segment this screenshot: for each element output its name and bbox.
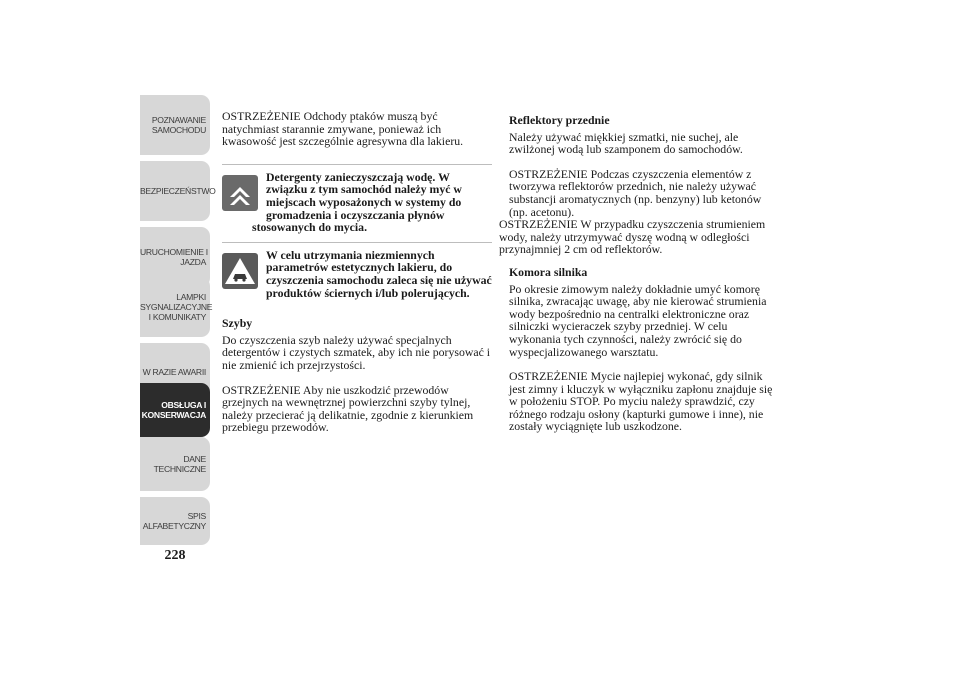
- recycle-chevron-icon: [222, 175, 258, 211]
- tab-label: TECHNICZNE: [153, 464, 206, 474]
- tab-label: KONSERWACJA: [141, 410, 206, 420]
- paint-care-note-text: W celu utrzymania niezmiennych parametrów estetycznych lakieru, do czyszczenia samochodu zaleca się nie używać produktów ściernych i/lub polerujących.: [266, 247, 492, 300]
- tab-obsluga[interactable]: [140, 383, 210, 437]
- water-jet-warning: OSTRZEŻENIE W przypadku czyszczenia strumieniem wody, należy utrzymywać dyszę wodną w odległości przynajmniej 2 cm od reflektorów.: [499, 217, 766, 257]
- tab-label: SAMOCHODU: [151, 125, 206, 135]
- page-number: 228: [164, 548, 186, 563]
- car-care-triangle-icon: [222, 253, 258, 289]
- tab-label: JAZDA: [180, 257, 206, 267]
- headlights-text: Należy używać miękkiej szmatki, nie suchej, ale zwilżonej wodą lub szamponem do samochodów.: [509, 129, 743, 157]
- divider: [222, 164, 492, 165]
- tab-lampki[interactable]: [140, 277, 213, 337]
- rear-window-warning: OSTRZEŻENIE Aby nie uszkodzić przewodów grzejnych na wewnętrznej powierzchni szyby tylnej, należy przecierać ją delikatnie, zgodnie z kierunkiem przebiegu przewodów.: [222, 382, 474, 435]
- tab-label: SPIS: [187, 511, 206, 521]
- engine-wash-warning: OSTRZEŻENIE Mycie najlepiej wykonać, gdy silnik jest zimny i kluczyk w wyłączniku zapłonu znajduje się w położeniu STOP. Po myciu należy sprawdzić, czy różnego rodzaju osłony (kapturki gumowe i inne), nie zostały wyciągnięte lub uszkodzone.: [509, 369, 773, 434]
- environment-note: [222, 171, 492, 234]
- tab-poznawanie[interactable]: [140, 95, 210, 155]
- tab-label: URUCHOMIENIE I: [140, 247, 208, 257]
- tab-label: W RAZIE AWARII: [142, 367, 206, 377]
- windows-heading: Szyby: [222, 316, 253, 331]
- tab-label: ALFABETYCZNY: [142, 521, 206, 531]
- tab-label: I KOMUNIKATY: [148, 312, 206, 322]
- headlights-heading: Reflektory przednie: [509, 113, 610, 127]
- tab-dane-techniczne[interactable]: [140, 437, 210, 491]
- headlights-plastic-warning: OSTRZEŻENIE Podczas czyszczenia elementów z tworzywa reflektorów przednich, nie należy używać substancji aromatycznych (np. benzyny) lub ketonów (np. acetonu).: [509, 166, 762, 219]
- tab-bezpieczenstwo[interactable]: [140, 161, 216, 221]
- tab-label: DANE: [183, 454, 206, 464]
- bird-droppings-warning: OSTRZEŻENIE Odchody ptaków muszą być natychmiast starannie zmywane, ponieważ ich kwasowość jest szczególnie agresywna dla lakieru.: [222, 109, 464, 149]
- environment-note-text: Detergenty zanieczyszczają wodę. W związku z tym samochód należy myć w miejscach wyposażonych w systemy do gromadzenia i oczyszczania płynów stosowanych do mycia.: [252, 169, 462, 235]
- right-column: [499, 113, 779, 434]
- tab-label: OBSŁUGA I: [161, 400, 206, 410]
- divider: [222, 242, 492, 243]
- left-column: [222, 110, 492, 434]
- tab-label: POZNAWANIE: [151, 115, 206, 125]
- tab-label: BEZPIECZEŃSTWO: [140, 186, 216, 196]
- tab-spis[interactable]: [140, 497, 210, 545]
- tab-label: SYGNALIZACYJNE: [140, 302, 213, 312]
- windows-text: Do czyszczenia szyb należy używać specjalnych detergentów i czystych szmatek, aby ich nie porysować i nie zmienić ich przejrzystości.: [222, 332, 491, 372]
- paint-care-note: [222, 249, 492, 299]
- tab-label: LAMPKI: [176, 292, 206, 302]
- engine-bay-text: Po okresie zimowym należy dokładnie umyć komorę silnika, zwracając uwagę, aby nie kierować strumienia wody bezpośrednio na centralki elektroniczne oraz silniczki wycieraczek szyby przedniej. W celu wykonania tych czynności, należy zwrócić się do wyspecjalizowanego warsztatu.: [509, 281, 767, 359]
- engine-bay-heading: Komora silnika: [509, 264, 588, 279]
